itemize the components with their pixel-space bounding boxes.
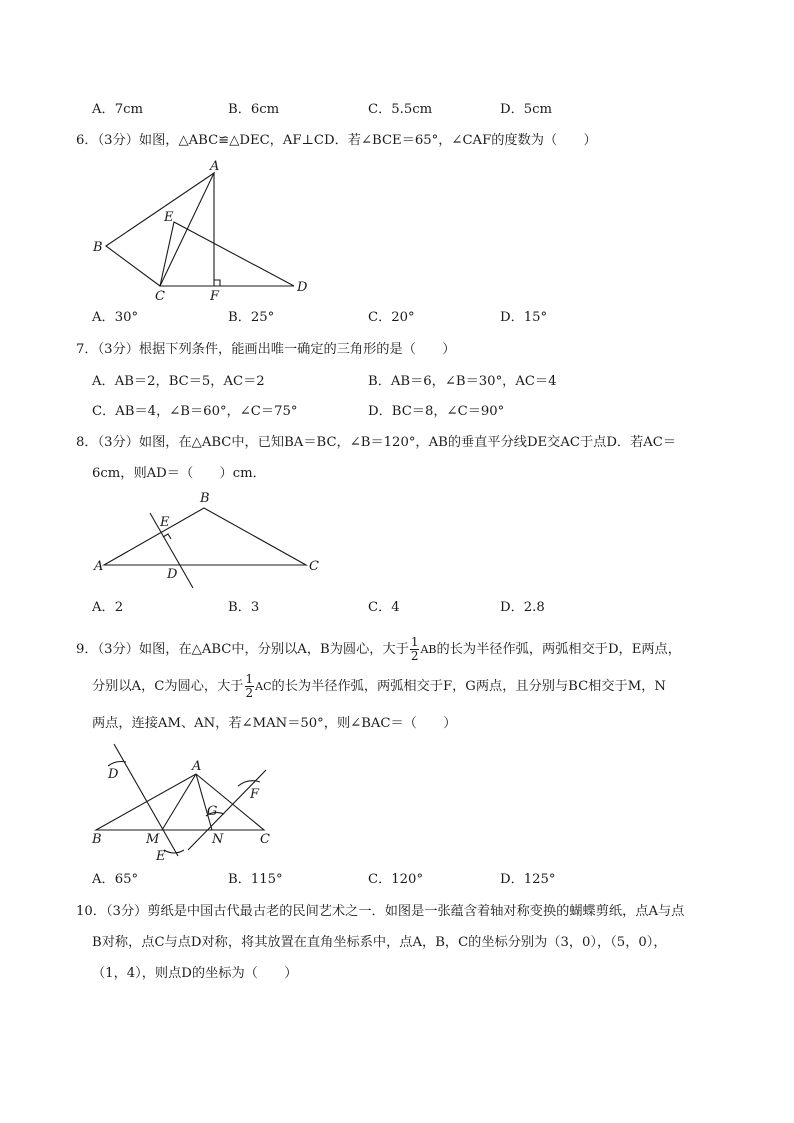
q9-label-e: E	[156, 849, 166, 864]
q9-option-b: B．115°	[228, 872, 283, 887]
q9-arc-e	[164, 850, 184, 853]
q9-label-b: B	[92, 832, 102, 847]
q6-triangle-abc	[106, 173, 214, 286]
q9-frac-num-2: 1	[245, 672, 254, 686]
q8-option-b: B．3	[228, 600, 260, 615]
q6-option-c: C．20°	[368, 310, 415, 325]
q8-label-c: C	[309, 559, 319, 574]
q8-stem-line1: 8．（3分）如图，在△ABC中，已知BA＝BC，∠B＝120°，AB的垂直平分线DE交AC于点D．若AC＝	[76, 435, 677, 450]
q8-label-b: B	[200, 491, 210, 506]
q6-label-d: D	[297, 280, 308, 295]
q9-option-d: D．125°	[500, 872, 556, 887]
q6-stem: 6．（3分）如图，△ABC≌△DEC，AF⊥CD．若∠BCE＝65°，∠CAF的度数为（ ）	[76, 133, 597, 148]
q6-label-c: C	[155, 289, 165, 304]
q6-right-angle-mark	[214, 280, 220, 286]
q6-label-a: A	[210, 160, 220, 174]
q6-option-d: D．15°	[500, 310, 548, 325]
q6-label-b: B	[93, 240, 103, 255]
q9-label-f: F	[250, 787, 260, 802]
q10-line2: B对称，点C与点D对称，将其放置在直角坐标系中，点A，B，C的坐标分别为（3，0），（5，0），	[92, 935, 667, 950]
q9-label-n: N	[212, 832, 224, 847]
q8-label-e: E	[160, 515, 170, 530]
q7-option-d: D．BC＝8，∠C＝90°	[368, 404, 505, 419]
q9-line2-a: 分别以A，C为圆心，大于	[92, 679, 244, 694]
q9-line1	[76, 636, 681, 664]
q8-triangle-abc	[104, 508, 306, 565]
q9-line1-a: 9．（3分）如图，在△ABC中，分别以A，B为圆心，大于	[76, 642, 409, 657]
q8-stem-line2: 6cm，则AD＝（ ）cm．	[92, 466, 266, 481]
q9-label-g: G	[207, 804, 218, 819]
q8-option-c: C．4	[368, 600, 400, 615]
q10-line3: （1，4），则点D的坐标为（ ）	[92, 966, 298, 981]
q7-option-a: A．AB＝2，BC＝5，AC＝2	[92, 374, 265, 389]
q5-option-a: A．7cm	[92, 102, 143, 117]
q5-option-b: B．6cm	[228, 102, 280, 117]
q8-option-d: D．2.8	[500, 600, 545, 615]
q9-line1-b: 的长为半径作弧，两弧相交于D，E两点，	[436, 642, 681, 657]
q9-arc-d	[108, 762, 126, 767]
q9-line2	[92, 673, 666, 701]
q9-option-a: A．65°	[92, 872, 139, 887]
q9-figure	[88, 740, 288, 866]
q9-fraction-half-2	[245, 673, 255, 700]
q5-option-c: C．5.5cm	[368, 102, 433, 117]
q8-figure	[90, 488, 330, 593]
q9-segment-am	[162, 774, 196, 830]
q8-label-a: A	[94, 559, 104, 574]
q6-label-f: F	[210, 289, 220, 304]
q9-bisector-fg	[188, 770, 266, 850]
q9-option-c: C．120°	[368, 872, 424, 887]
q6-triangle-dec	[160, 222, 294, 286]
q8-option-a: A．2	[92, 600, 124, 615]
q9-fraction-half-1	[410, 636, 420, 663]
q9-line2-b: 的长为半径作弧，两弧相交于F，G两点，且分别与BC相交于M，N	[271, 679, 666, 694]
q5-option-d: D．5cm	[500, 102, 553, 117]
q9-arc-f	[238, 781, 260, 786]
q6-figure	[90, 160, 320, 305]
q7-stem: 7．（3分）根据下列条件，能画出唯一确定的三角形的是（ ）	[76, 342, 456, 357]
q9-triangle-abc	[96, 774, 264, 830]
q9-label-c: C	[260, 832, 270, 847]
q9-line3: 两点，连接AM、AN，若∠MAN＝50°，则∠BAC＝（ ）	[92, 716, 457, 731]
q9-label-a: A	[192, 759, 202, 774]
q6-label-e: E	[164, 210, 174, 225]
q6-option-b: B．25°	[228, 310, 275, 325]
q9-seg-ab: AB	[420, 643, 437, 656]
q9-label-m: M	[146, 832, 160, 847]
q9-frac-den-1: 2	[410, 649, 419, 663]
q6-option-a: A．30°	[92, 310, 139, 325]
q9-seg-ac: AC	[255, 680, 272, 693]
q7-option-b: B．AB＝6，∠B＝30°，AC＝4	[368, 374, 557, 389]
q9-label-d: D	[108, 767, 119, 782]
q9-segment-an	[196, 774, 212, 830]
q9-frac-num-1: 1	[410, 635, 419, 649]
q8-label-d: D	[167, 567, 178, 582]
q7-option-c: C．AB＝4，∠B＝60°，∠C＝75°	[92, 404, 298, 419]
q10-line1: 10．（3分）剪纸是中国古代最古老的民间艺术之一．如图是一张蕴含着轴对称变换的蝴蝶剪纸，点A与点	[76, 904, 685, 919]
q9-frac-den-2: 2	[245, 686, 254, 700]
